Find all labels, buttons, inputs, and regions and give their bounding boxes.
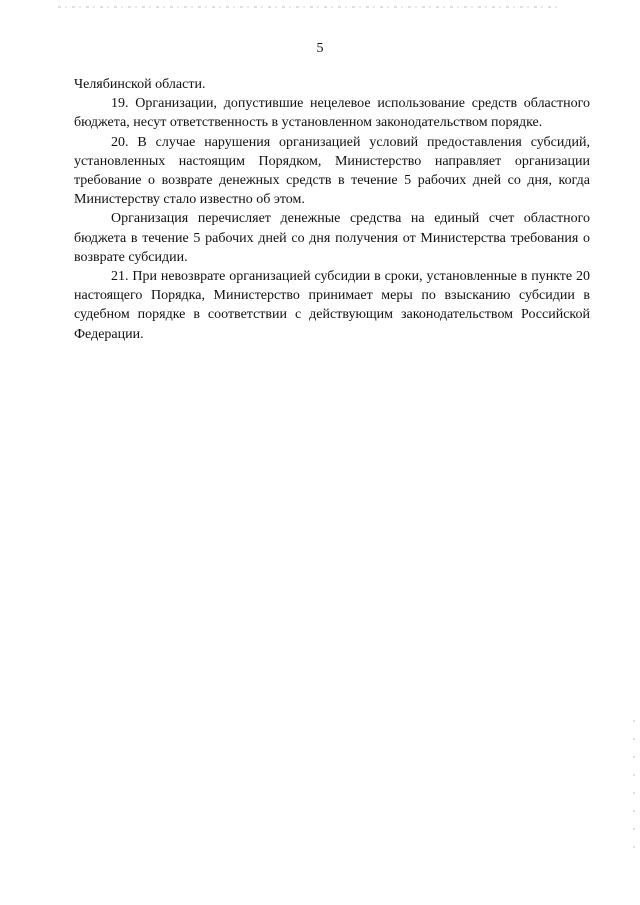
scan-artifact-side (633, 720, 635, 850)
paragraph-20: 20. В случае нарушения организацией условий предоставления субсидий, установленных настоящим Порядком, Министерство направляет организации требование о возврате денежных средств в течение 5 рабочих дней со дня, когда Министерству стало известно об этом. (74, 134, 590, 208)
paragraph-19: 19. Организации, допустившие нецелевое использование средств областного бюджета, несут ответственность в установленном законодательством порядке. (74, 96, 590, 131)
paragraph-continuation: Челябинской области. (74, 77, 206, 92)
paragraph-21: 21. При невозврате организацией субсидии в сроки, установленные в пункте 20 настоящего Порядка, Министерство принимает меры по взысканию субсидии в судебном порядке в соответствии с действующим законодательством Российской Федерации. (74, 269, 590, 342)
document-body (74, 75, 590, 344)
page-number: 5 (316, 41, 324, 56)
paragraph-20-continuation: Организация перечисляет денежные средства на единый счет областного бюджета в течение 5 рабочих дней со дня получения от Министерства требования о возврате субсидии. (74, 211, 590, 265)
scan-artifact-top (58, 6, 558, 8)
